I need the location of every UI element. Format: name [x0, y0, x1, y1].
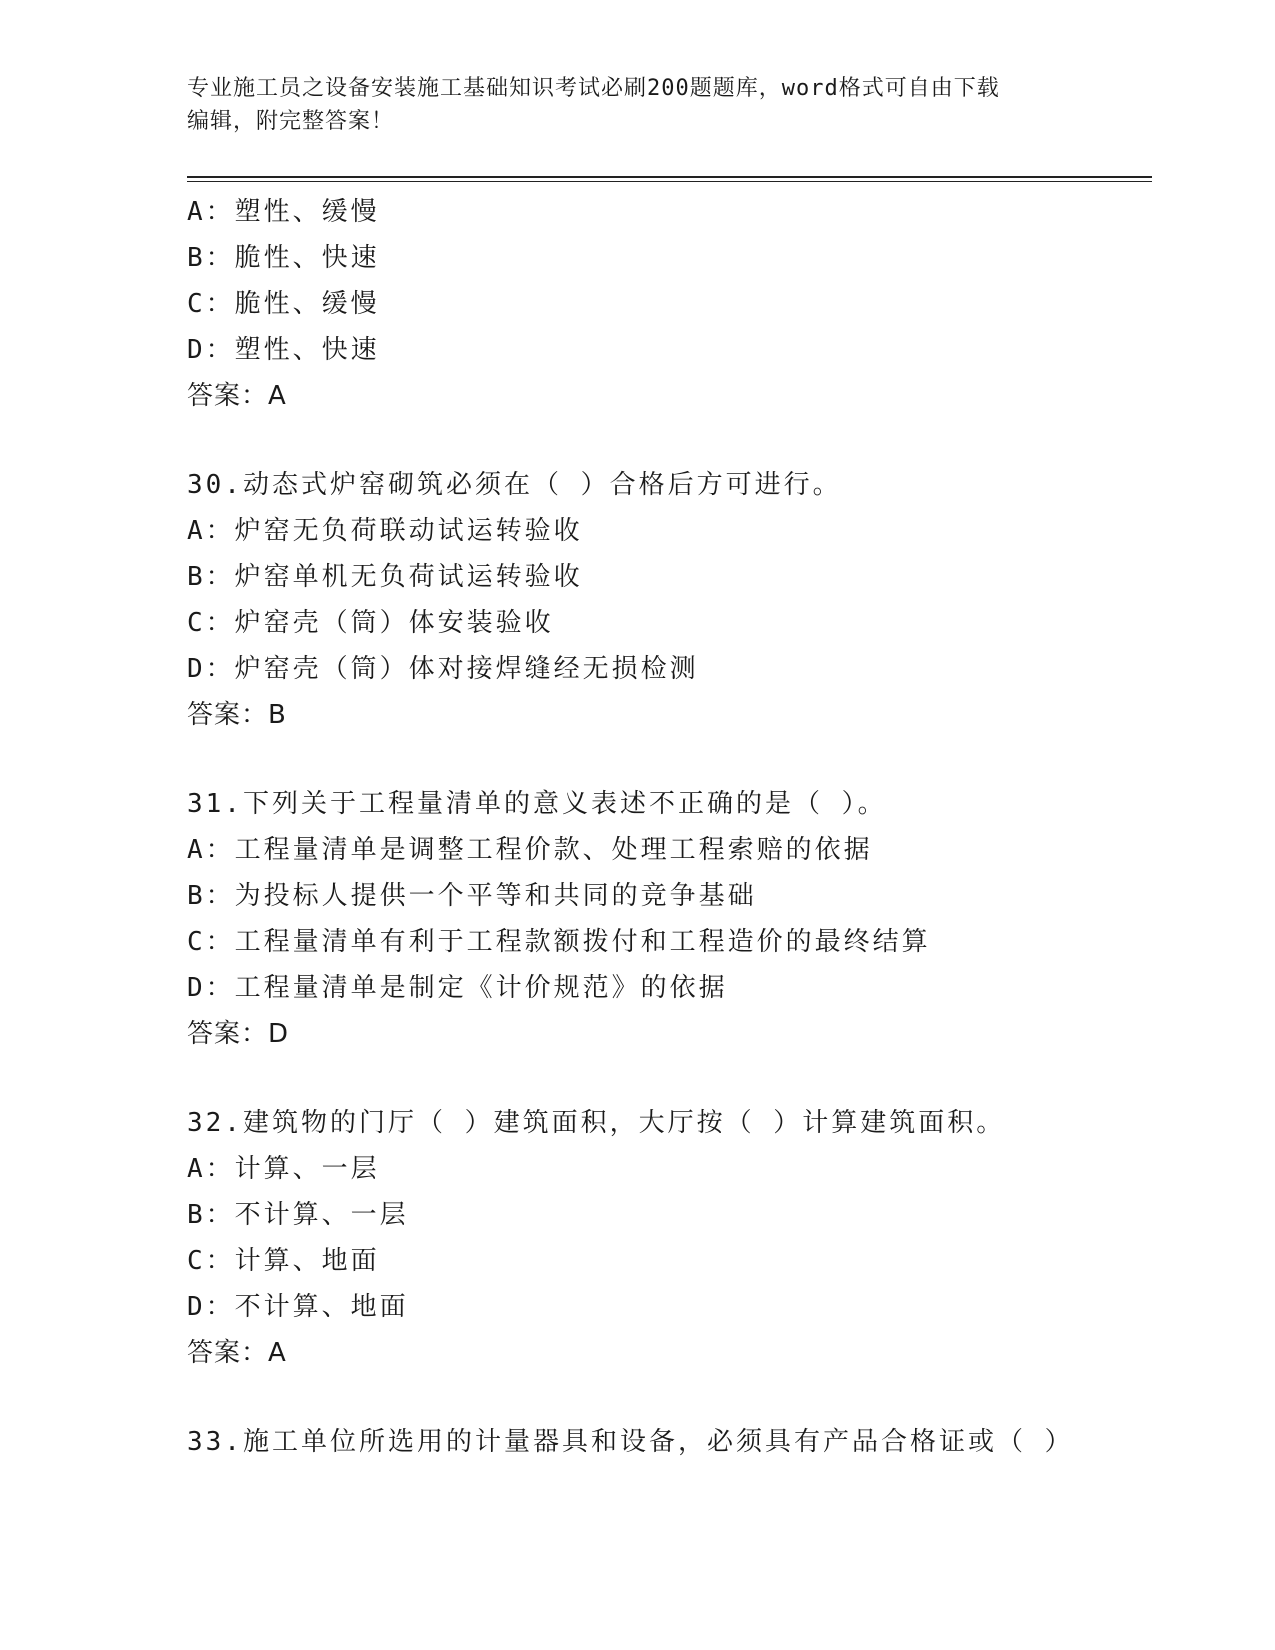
option-a: A：工程量清单是调整工程价款、处理工程索赔的依据 [187, 835, 873, 865]
option-c: C：脆性、缓慢 [187, 289, 380, 319]
question-list [187, 189, 1152, 1465]
question-text: 33.施工单位所选用的计量器具和设备，必须具有产品合格证或（ ） [187, 1427, 1074, 1457]
option-b: B：脆性、快速 [187, 243, 380, 273]
option-c: C：计算、地面 [187, 1246, 380, 1276]
option-a: A：计算、一层 [187, 1154, 380, 1184]
answer-line: 答案：B [187, 700, 287, 730]
option-d: D：塑性、快速 [187, 335, 380, 365]
header-divider-thin [187, 181, 1152, 182]
option-b: B：炉窑单机无负荷试运转验收 [187, 562, 583, 592]
option-c: C：工程量清单有利于工程款额拨付和工程造价的最终结算 [187, 927, 931, 957]
option-d: D：不计算、地面 [187, 1292, 409, 1322]
option-b: B：为投标人提供一个平等和共同的竞争基础 [187, 881, 757, 911]
question-block-33 [187, 1419, 1152, 1465]
question-block-30 [187, 462, 1152, 738]
question-text: 30.动态式炉窑砌筑必须在（ ）合格后方可进行。 [187, 470, 842, 500]
question-block-32 [187, 1100, 1152, 1376]
question-block-29 [187, 189, 1152, 419]
option-b: B：不计算、一层 [187, 1200, 409, 1230]
question-text: 31.下列关于工程量清单的意义表述不正确的是（ ）。 [187, 789, 887, 819]
page-header [187, 72, 1067, 138]
header-line-2: 编辑，附完整答案！ [187, 109, 395, 134]
answer-line: 答案：A [187, 381, 287, 411]
header-divider-thick [187, 176, 1152, 178]
option-d: D：工程量清单是制定《计价规范》的依据 [187, 973, 728, 1003]
option-a: A：炉窑无负荷联动试运转验收 [187, 516, 583, 546]
answer-line: 答案：D [187, 1019, 290, 1049]
option-d: D：炉窑壳（筒）体对接焊缝经无损检测 [187, 654, 699, 684]
option-a: A：塑性、缓慢 [187, 197, 380, 227]
answer-line: 答案：A [187, 1338, 287, 1368]
question-text: 32.建筑物的门厅（ ）建筑面积，大厅按（ ）计算建筑面积。 [187, 1108, 1006, 1138]
option-c: C：炉窑壳（筒）体安装验收 [187, 608, 554, 638]
header-line-1: 专业施工员之设备安装施工基础知识考试必刷200题题库，word格式可自由下载 [187, 76, 1000, 101]
question-block-31 [187, 781, 1152, 1057]
